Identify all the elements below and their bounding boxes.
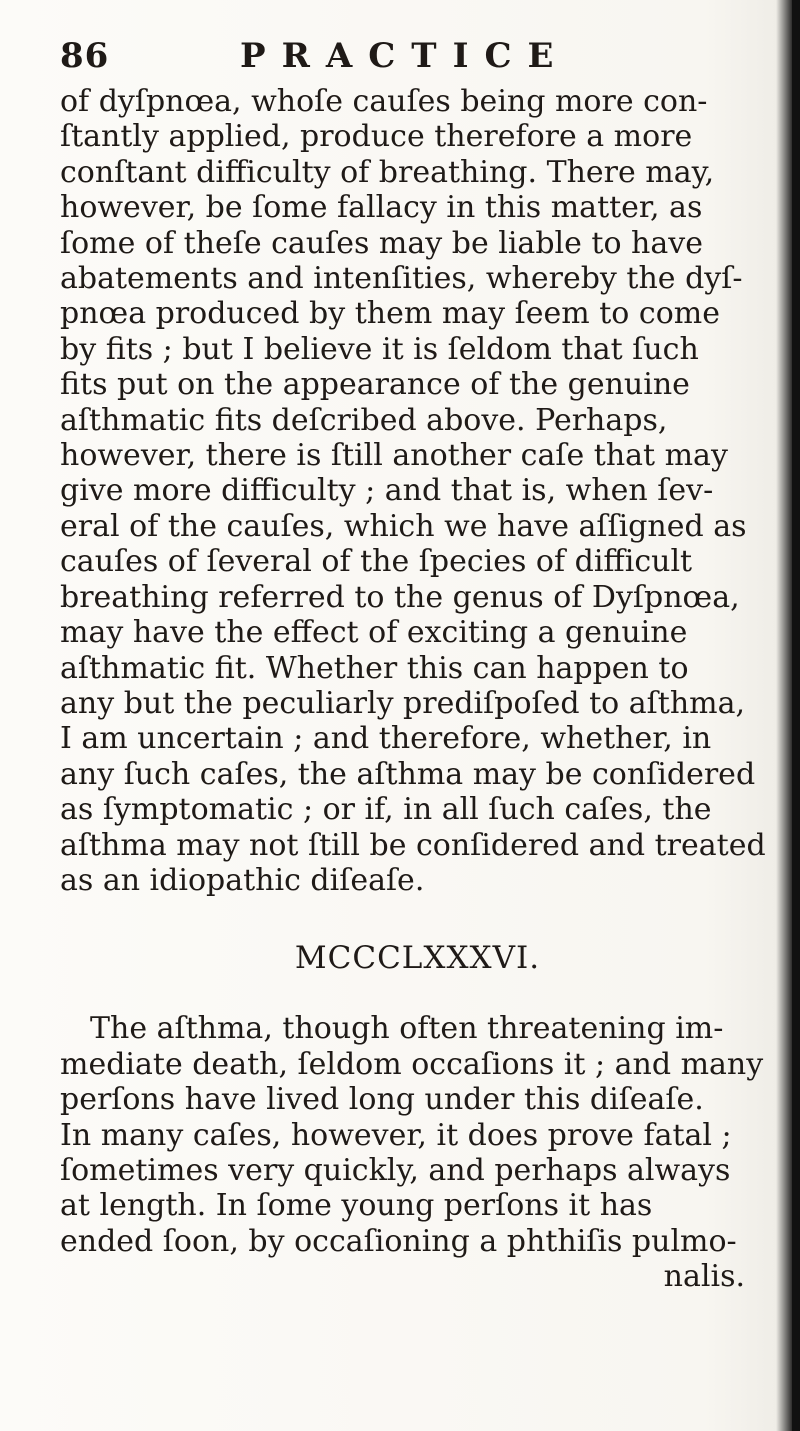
- text-line: In many caſes, however, it does prove fatal ;: [60, 1117, 732, 1153]
- text-line: at length. In ſome young perſons it has: [60, 1188, 653, 1224]
- text-line: aſthma may not ſtill be conſidered and treated: [60, 827, 766, 863]
- section-heading: MCCCLXXXVI.: [294, 940, 541, 977]
- text-line: ſtantly applied, produce therefore a more: [60, 119, 693, 155]
- text-line: of dyſpnœa, whoſe cauſes being more con-: [60, 84, 708, 119]
- paragraph-1: [60, 84, 775, 898]
- page-header: [60, 28, 775, 80]
- text-line: pnœa produced by them may ſeem to come: [60, 296, 720, 332]
- text-line: however, be ſome fallacy in this matter, as: [60, 190, 703, 226]
- text-line: any but the peculiarly prediſpoſed to aſthma,: [60, 685, 746, 721]
- text-line: ended ſoon, by occaſioning a phthiſis pulmo-: [60, 1223, 737, 1259]
- page-content: [60, 28, 775, 1295]
- text-line: eral of the cauſes, which we have aſſigned as: [60, 508, 747, 544]
- catchword: nalis.: [663, 1259, 745, 1295]
- text-line: mediate death, ſeldom occaſions it ; and many: [60, 1046, 764, 1082]
- text-line: The aſthma, though often threatening im-: [90, 1011, 724, 1047]
- paragraph-2: [60, 1011, 775, 1294]
- text-line: I am uncertain ; and therefore, whether, in: [60, 721, 712, 757]
- text-line: breathing referred to the genus of Dyſpnœa,: [60, 579, 740, 615]
- text-line: by fits ; but I believe it is ſeldom that ſuch: [60, 331, 699, 367]
- text-line: however, there is ſtill another caſe that may: [60, 438, 728, 474]
- page-number: 86: [60, 36, 110, 76]
- text-line: ſome of theſe cauſes may be liable to have: [60, 225, 703, 261]
- text-line: abatements and intenſities, whereby the dyſ-: [60, 261, 743, 297]
- text-line: fits put on the appearance of the genuine: [60, 367, 690, 403]
- text-line: give more difficulty ; and that is, when ſev-: [60, 473, 714, 509]
- text-line: aſthmatic fit. Whether this can happen to: [60, 650, 689, 686]
- text-line: as an idiopathic diſeaſe.: [60, 862, 425, 898]
- text-line: any ſuch caſes, the aſthma may be conſidered: [60, 756, 756, 792]
- text-line: ſometimes very quickly, and perhaps always: [60, 1152, 731, 1188]
- text-line: may have the effect of exciting a genuine: [60, 615, 688, 651]
- text-line: conſtant difficulty of breathing. There may,: [60, 154, 715, 190]
- text-line: as ſymptomatic ; or if, in all ſuch caſes, the: [60, 792, 712, 828]
- text-line: perſons have lived long under this diſeaſe.: [60, 1082, 704, 1118]
- text-line: aſthmatic fits deſcribed above. Perhaps,: [60, 402, 668, 438]
- page-edge-shadow: [792, 0, 800, 1431]
- running-head: PRACTICE: [240, 36, 570, 76]
- text-line: cauſes of ſeveral of the ſpecies of difficult: [60, 544, 693, 580]
